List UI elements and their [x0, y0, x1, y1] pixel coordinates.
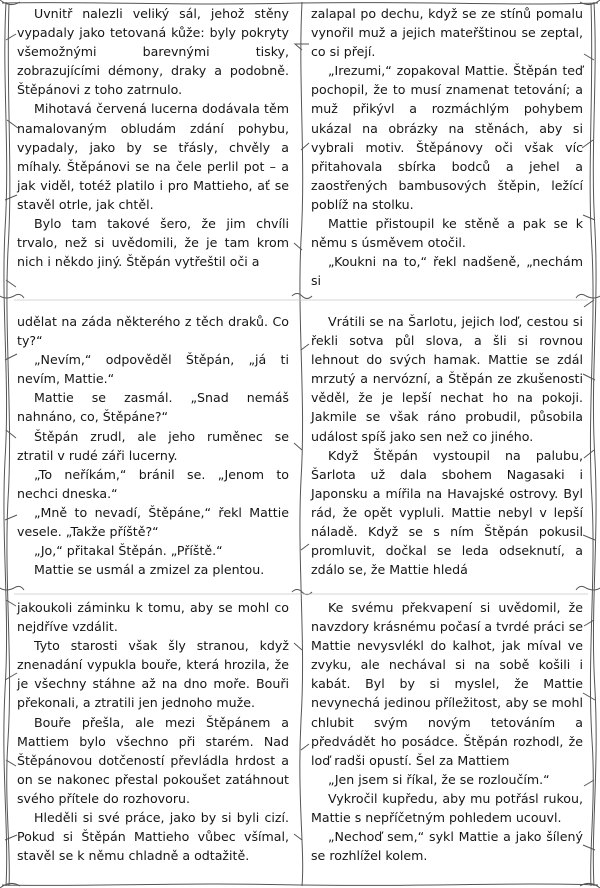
paragraph: Mattie se zasmál. „Snad nemáš nahnáno, co, Štěpáne?“	[17, 390, 289, 425]
paragraph: Když Štěpán vystoupil na palubu, Šarlota už dala sbohem Nagasaki i Japonsku a mířila na Havajské ostrovy. Byl rád, že opět vypluli. Mattie nebyl v lepší náladě. Když se s ním Štěpán pokusil promluvit, dočkal se leda odseknutí, a zdálo se, že Mattie hledá	[311, 447, 583, 578]
paragraph: „Nechoď sem,“ sykl Mattie a jako šílený se rozhlížel kolem.	[311, 829, 583, 864]
paragraph: „Irezumi,“ zopakoval Mattie. Štěpán teď pochopil, že to musí znamenat tetování; a muž přikývl a rozmáchlým pohybem ukázal na obrázky na stěnách, aby si vybrali motiv. Štěpánovy oči však víc přitahovala sbírka bodců a jehel a zaostřených bambusových štěpin, ležící poblíž na stolku.	[311, 63, 583, 212]
paragraph: Mattie se usmál a zmizel za plentou.	[34, 562, 265, 578]
right-vine	[593, 2, 596, 886]
paragraph: Mihotavá červená lucerna dodávala těm namalovaným obludám zdání pohybu, vypadaly, jako by se třásly, chvěly a míhaly. Štěpánovi se na čele perlil pot – a jak viděl, totéž platilo i pro Mattieho, ať se stavěl otrle, jak chtěl.	[17, 101, 289, 212]
paragraph: Mattie přistoupil ke stěně a pak se k němu s úsměvem otočil.	[311, 216, 583, 251]
text-panel-5	[17, 598, 289, 865]
paragraph: Tyto starosti však šly stranou, když znenadání vypukla bouře, která hrozila, že je všechny stáhne až na dno moře. Bouři překonali, a ztratili jen jednoho muže.	[17, 638, 289, 711]
paragraph: Bouře přešla, ale mezi Štěpánem a Mattiem bylo všechno při starém. Nad Štěpánovou dotčeností převládla hrdost a on se nakonec přestal pokoušet zatáhnout svého přítele do rozhovoru.	[17, 714, 289, 806]
left-vine	[4, 2, 7, 886]
center-vine	[300, 2, 303, 886]
paragraph: „Mně to nevadí, Štěpáne,“ řekl Mattie vesele. „Takže příště?“	[17, 504, 289, 540]
paragraph: Ke svému překvapení si uvědomil, že navzdory krásnému počasí a tvrdé práci se Mattie nevysvlékl do kalhot, jak míval ve zvyku, ale nechával si na sobě košili i kabát. Byl by si myslel, že Mattie nevynechá jedinou příležitost, aby se mohl chlubit svým novým tetováním a předvádět ho posádce. Štěpán rozhodl, že loď radši opustí. Šel za Mattiem	[311, 600, 583, 768]
paragraph: „Koukni na to,“ řekl nadšeně, „nechám si	[311, 254, 583, 289]
paragraph: jakoukoli záminku k tomu, aby se mohl co nejdříve vzdálit.	[17, 600, 289, 635]
paragraph: „Jo,“ přitakal Štěpán. „Příště.“	[34, 543, 223, 559]
text-panel-2	[311, 4, 583, 290]
text-panel-4	[311, 312, 583, 579]
paragraph: Bylo tam takové šero, že jim chvíli trvalo, než si uvědomili, že je tam krom nich i někdo jiný. Štěpán vytřeštil oči a	[17, 216, 289, 270]
paragraph: „To neříkám,“ bránil se. „Jenom to nechci dneska.“	[17, 466, 289, 501]
paragraph: Štěpán zrudl, ale jeho ruměnec se ztratil v rudé záři lucerny.	[17, 428, 289, 463]
text-panel-3	[17, 312, 289, 579]
paragraph: Uvnitř nalezli veliký sál, jehož stěny vypadaly jako tetovaná kůže: byly pokryty všemožnými barevnými tisky, zobrazujícími démony, draky a podobně. Štěpánovi z toho zatrnulo.	[17, 6, 289, 98]
bottom-vine	[2, 884, 598, 885]
paragraph: „Jen jsem si říkal, že se rozloučím.“	[328, 771, 550, 787]
paragraph: udělat na záda některého z těch draků. Co ty?“	[17, 314, 289, 349]
paragraph: Hleděli si své práce, jako by si byli cizí. Pokud si Štěpán Mattieho vůbec všímal, stavěl se k němu chladně a odtažitě.	[17, 810, 289, 864]
paragraph: „Nevím,“ odpověděl Štěpán, „já ti nevím, Mattie.“	[17, 352, 289, 387]
paragraph: Vrátili se na Šarlotu, jejich loď, cestou si řekli sotva půl slova, a šli si rovnou lehnout do svých hamak. Mattie se zdál mrzutý a nervózní, a Štěpán ze zkušenosti věděl, že je lepší nechat ho na pokoji. Jakmile se však ráno probudil, působila událost spíš jako sen než co jiného.	[311, 314, 583, 444]
paragraph: zalapal po dechu, když se ze stínů pomalu vynořil muž a jejich mateřštinou se zeptal, co si přejí.	[311, 6, 583, 60]
text-panel-1	[17, 4, 289, 271]
text-panel-6	[311, 598, 583, 865]
paragraph: Vykročil kupředu, aby mu potřásl rukou, Mattie s nepříčetným pohledem ucouvl.	[311, 790, 583, 826]
